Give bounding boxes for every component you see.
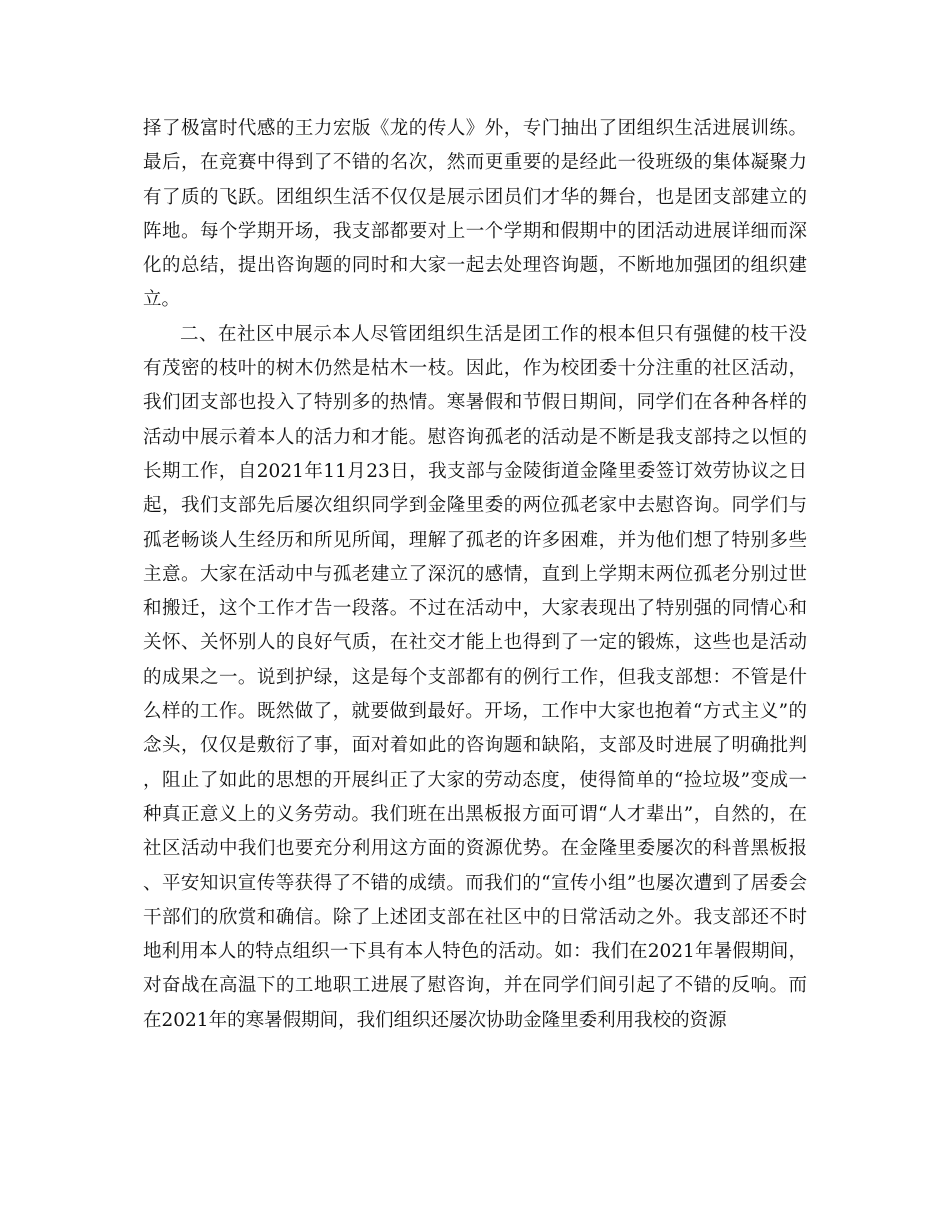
document-body	[143, 112, 807, 1038]
paragraph-continued: 择了极富时代感的王力宏版《龙的传人》外，专门抽出了团组织生活进展训练。最后，在竞赛中得到了不错的名次，然而更重要的是经此一役班级的集体凝聚力有了质的飞跃。团组织生活不仅仅是展示团员们才华的舞台，也是团支部建立的阵地。每个学期开场，我支部都要对上一个学期和假期中的团活动进展详细而深化的总结，提出咨询题的同时和大家一起去处理咨询题，不断地加强团的组织建立。	[143, 118, 807, 311]
paragraph-community-activities: 二、在社区中展示本人尽管团组织生活是团工作的根本但只有强健的枝干没有茂密的枝叶的树木仍然是枯木一枝。因此，作为校团委十分注重的社区活动，我们团支部也投入了特别多的热情。寒暑假和节假日期间，同学们在各种各样的活动中展示着本人的活力和才能。慰咨询孤老的活动是不断是我支部持之以恒的长期工作，自2021年11月23日，我支部与金陵街道金隆里委签订效劳协议之日起，我们支部先后屡次组织同学到金隆里委的两位孤老家中去慰咨询。同学们与孤老畅谈人生经历和所见所闻，理解了孤老的许多困难，并为他们想了特别多些主意。大家在活动中与孤老建立了深沉的感情，直到上学期末两位孤老分别过世和搬迁，这个工作才告一段落。不过在活动中，大家表现出了特别强的同情心和关怀、关怀别人的良好气质，在社交才能上也得到了一定的锻炼，这些也是活动的成果之一。说到护绿，这是每个支部都有的例行工作，但我支部想：不管是什么样的工作。既然做了，就要做到最好。开场，工作中大家也抱着“方式主义”的念头，仅仅是敷衍了事，面对着如此的咨询题和缺陷，支部及时进展了明确批判，阻止了如此的思想的开展纠正了大家的劳动态度，使得简单的“捡垃圾”变成一种真正意义上的义务劳动。我们班在出黑板报方面可谓“人才辈出”，自然的，在社区活动中我们也要充分利用这方面的资源优势。在金隆里委屡次的科普黑板报、平安知识宣传等获得了不错的成绩。而我们的“宣传小组”也屡次遭到了居委会干部们的欣赏和确信。除了上述团支部在社区中的日常活动之外。我支部还不时地利用本人的特点组织一下具有本人特色的活动。如：我们在2021年暑假期间，对奋战在高温下的工地职工进展了慰咨询，并在同学们间引起了不错的反响。而在2021年的寒暑假期间，我们组织还屡次协助金隆里委利用我校的资源	[143, 323, 807, 1031]
